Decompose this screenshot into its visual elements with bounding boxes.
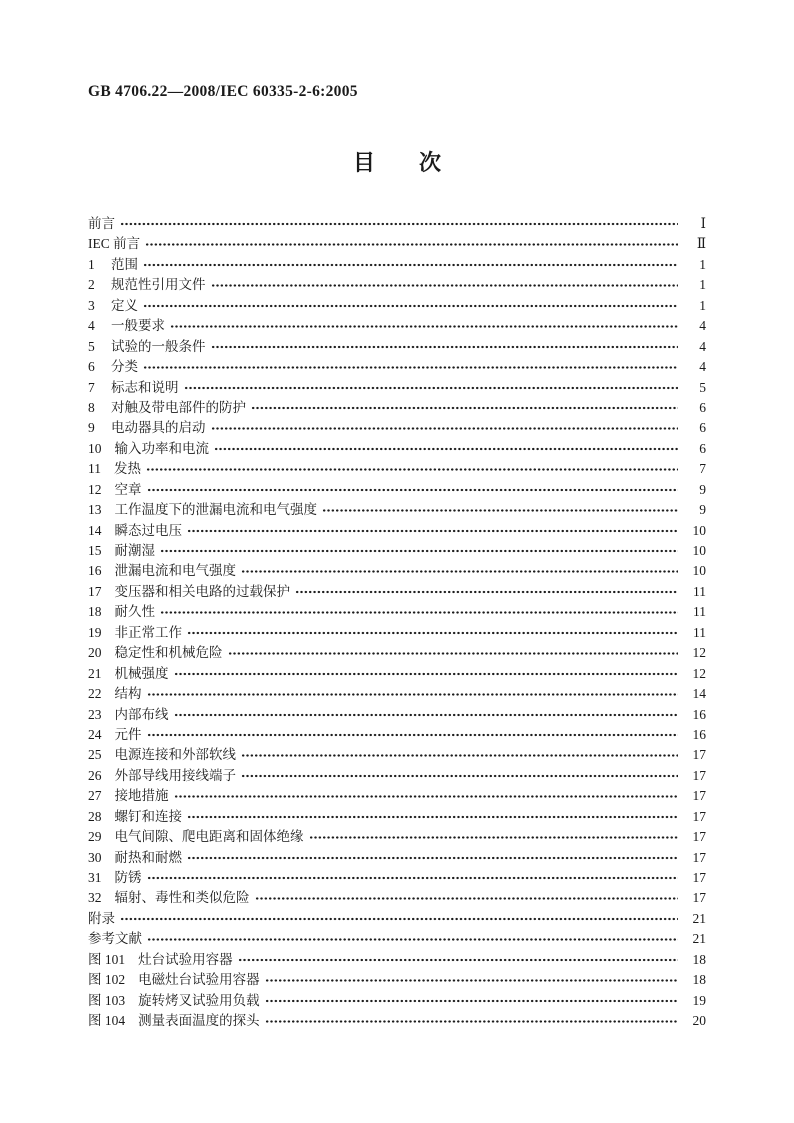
toc-entry	[88, 214, 706, 234]
toc-entry-page: 17	[692, 870, 706, 885]
dot-leader	[184, 378, 679, 398]
toc-entry-number: 17	[88, 583, 102, 599]
toc-entry-title: 稳定性和机械危险	[114, 645, 223, 661]
toc-entry-page: 17	[692, 808, 706, 824]
toc-entry	[88, 378, 706, 398]
toc-entry-number: 9	[88, 420, 95, 436]
dot-leader	[147, 684, 679, 704]
dot-leader	[147, 725, 679, 745]
page-title: 目 次	[352, 150, 441, 175]
toc-entry-page: 12	[692, 665, 706, 681]
toc-entry-page: 17	[692, 767, 706, 783]
dot-leader	[265, 991, 678, 1011]
toc-entry-title: 对触及带电部件的防护	[111, 399, 246, 415]
toc-entry	[88, 888, 706, 908]
toc-entry-number: 7	[88, 379, 95, 395]
toc-entry	[88, 561, 706, 581]
toc-entry-title: 内部布线	[114, 706, 169, 722]
toc-entry-number: 图 101	[88, 951, 126, 967]
toc-entry-number: 31	[88, 870, 102, 885]
toc-entry-title: 一般要求	[111, 318, 165, 334]
dot-leader	[211, 275, 679, 295]
toc-entry	[88, 316, 706, 336]
dot-leader	[187, 521, 678, 541]
toc-entry-number: 25	[88, 747, 102, 763]
toc-entry-title: 测量表面温度的探头	[138, 1013, 260, 1029]
toc-entry-title: 电气间隙、爬电距离和固体绝缘	[114, 829, 304, 845]
toc-entry-number: 18	[88, 604, 102, 620]
dot-leader	[295, 582, 678, 602]
toc-entry-page: 17	[692, 829, 706, 845]
toc-entry-title: 定义	[111, 297, 138, 313]
dot-leader	[146, 459, 678, 479]
toc-entry-title: 结构	[114, 686, 142, 702]
dot-leader	[241, 561, 678, 581]
toc-entry	[88, 541, 706, 561]
toc-entry-title: 标志和说明	[111, 379, 179, 395]
toc-entry-page: 7	[699, 461, 706, 477]
toc-entry-title: 灶台试验用容器	[138, 951, 233, 967]
toc-entry-page: 6	[699, 440, 706, 456]
standard-number: GB 4706.22—2008/IEC 60335-2-6:2005	[88, 83, 358, 100]
toc-entry-number: 27	[88, 788, 102, 804]
toc-entry-page: 21	[692, 910, 706, 926]
toc-entry-page: 9	[699, 502, 706, 518]
toc-entry-number: 2	[88, 277, 95, 293]
toc-entry-title: 前言	[88, 216, 115, 231]
toc-entry-title: 元件	[114, 726, 142, 742]
toc-entry	[88, 807, 706, 827]
toc-entry	[88, 868, 706, 888]
toc-entry-page: 9	[699, 481, 706, 497]
toc-entry-number: 1	[88, 256, 95, 272]
toc-entry-number: 11	[88, 461, 101, 477]
toc-entry-page: 10	[692, 522, 706, 538]
toc-entry	[88, 398, 706, 418]
toc-entry-page: 10	[692, 543, 706, 558]
toc-entry-title: 输入功率和电流	[114, 440, 209, 456]
toc-entry	[88, 786, 706, 806]
toc-entry-title: 旋转烤叉试验用负载	[138, 992, 260, 1008]
toc-entry-title: 工作温度下的泄漏电流和电气强度	[114, 502, 317, 518]
toc-entry-page: 4	[699, 338, 706, 354]
toc-entry-page: 10	[692, 563, 706, 579]
dot-leader	[241, 745, 678, 765]
dot-leader	[251, 398, 678, 418]
toc-entry-page: 20	[692, 1013, 706, 1029]
toc-entry-page: 4	[699, 359, 706, 375]
toc-entry-number: 15	[88, 543, 102, 558]
toc-entry-number: 16	[88, 563, 102, 579]
toc-entry-title: 参考文献	[88, 931, 142, 947]
dot-leader	[145, 234, 678, 254]
toc-entry-number: 图 102	[88, 972, 126, 988]
dot-leader	[147, 480, 679, 500]
toc-entry-number: 30	[88, 849, 102, 865]
toc-entry-page: 21	[692, 931, 706, 947]
toc-entry-title: 试验的一般条件	[111, 338, 206, 354]
dot-leader	[174, 786, 679, 806]
toc-entry	[88, 480, 706, 500]
dot-leader	[160, 541, 678, 561]
toc-entry-title: 外部导线用接线端子	[114, 767, 236, 783]
toc-entry-title: 规范性引用文件	[111, 277, 206, 293]
toc-entry-title: 附录	[88, 910, 115, 926]
toc-entry	[88, 337, 706, 357]
toc-entry-page: 11	[693, 624, 706, 640]
dot-leader	[147, 868, 679, 888]
toc-entry-number: 8	[88, 399, 95, 415]
toc-entry-number: 14	[88, 522, 102, 538]
toc-entry-title: 变压器和相关电路的过载保护	[114, 583, 290, 599]
dot-leader	[143, 357, 678, 377]
toc-entry-title: 耐潮湿	[114, 543, 155, 558]
toc-entry-number: 图 103	[88, 992, 126, 1008]
toc-entry-page: 17	[692, 849, 706, 865]
toc-list	[88, 214, 706, 1032]
toc-entry	[88, 623, 706, 643]
toc-entry	[88, 766, 706, 786]
toc-entry	[88, 500, 706, 520]
toc-entry	[88, 929, 706, 949]
toc-entry-page: Ⅱ	[696, 236, 706, 252]
dot-leader	[143, 296, 678, 316]
toc-entry-number: 13	[88, 502, 102, 518]
toc-entry	[88, 827, 706, 847]
dot-leader	[309, 827, 679, 847]
toc-entry	[88, 1011, 706, 1031]
toc-entry-number: 12	[88, 481, 102, 497]
toc-entry	[88, 664, 706, 684]
dot-leader	[174, 705, 679, 725]
toc-entry-title: 耐久性	[114, 604, 155, 620]
toc-entry	[88, 418, 706, 438]
toc-entry-page: 14	[692, 686, 706, 702]
toc-entry	[88, 684, 706, 704]
dot-leader	[322, 500, 678, 520]
toc-entry-title: 发热	[114, 461, 141, 477]
toc-entry-page: 11	[693, 604, 706, 620]
dot-leader	[211, 418, 679, 438]
toc-entry-title: 瞬态过电压	[114, 522, 182, 538]
toc-entry	[88, 950, 706, 970]
toc-entry-number: 4	[88, 318, 95, 334]
toc-entry-page: 16	[692, 726, 706, 742]
dot-leader	[214, 439, 678, 459]
dot-leader	[120, 909, 678, 929]
dot-leader	[174, 664, 679, 684]
toc-entry	[88, 909, 706, 929]
toc-entry-title: 防锈	[114, 870, 142, 885]
toc-entry-number: 21	[88, 665, 102, 681]
toc-entry-number: 22	[88, 686, 102, 702]
toc-entry-page: 12	[692, 645, 706, 661]
toc-entry-title: 电源连接和外部软线	[114, 747, 236, 763]
toc-entry-number: 5	[88, 338, 95, 354]
toc-entry	[88, 602, 706, 622]
toc-entry-title: 接地措施	[114, 788, 169, 804]
toc-entry-page: 19	[692, 992, 706, 1008]
toc-entry-title: 泄漏电流和电气强度	[114, 563, 236, 579]
toc-entry	[88, 459, 706, 479]
dot-leader	[170, 316, 678, 336]
dot-leader	[187, 623, 678, 643]
toc-entry-page: 17	[692, 788, 706, 804]
toc-entry-number: 32	[88, 890, 102, 906]
toc-entry	[88, 234, 706, 254]
toc-entry	[88, 745, 706, 765]
dot-leader	[187, 807, 678, 827]
toc-entry-title: 非正常工作	[114, 624, 182, 640]
toc-entry-page: 11	[693, 583, 706, 599]
toc-entry-page: 17	[692, 747, 706, 763]
toc-entry-number: 19	[88, 624, 102, 640]
toc-entry	[88, 705, 706, 725]
toc-entry	[88, 439, 706, 459]
toc-entry	[88, 643, 706, 663]
toc-entry-number: 20	[88, 645, 102, 661]
toc-entry	[88, 275, 706, 295]
toc-entry-number: 24	[88, 726, 102, 742]
toc-entry-title: 电动器具的启动	[111, 420, 206, 436]
toc-entry-title: 空章	[114, 481, 142, 497]
dot-leader	[255, 888, 679, 908]
toc-entry-title: 机械强度	[114, 665, 169, 681]
toc-entry-page: 1	[699, 256, 706, 272]
toc-entry-number: 23	[88, 706, 102, 722]
dot-leader	[211, 337, 679, 357]
toc-entry-page: 5	[699, 379, 706, 395]
dot-leader	[265, 1011, 678, 1031]
dot-leader	[147, 929, 678, 949]
toc-entry-title: 螺钉和连接	[114, 808, 182, 824]
toc-entry-number: 图 104	[88, 1013, 126, 1029]
toc-entry-title: IEC 前言	[88, 236, 141, 252]
dot-leader	[143, 255, 678, 275]
toc-entry	[88, 848, 706, 868]
toc-entry	[88, 991, 706, 1011]
toc-entry	[88, 255, 706, 275]
dot-leader	[241, 766, 678, 786]
toc-entry-page: 18	[692, 972, 706, 988]
toc-entry-title: 耐热和耐燃	[114, 849, 182, 865]
toc-entry-page: 1	[699, 297, 706, 313]
toc-entry	[88, 357, 706, 377]
toc-entry	[88, 725, 706, 745]
dot-leader	[238, 950, 678, 970]
toc-entry-number: 3	[88, 297, 95, 313]
dot-leader	[187, 848, 678, 868]
toc-entry-number: 6	[88, 359, 95, 375]
dot-leader	[160, 602, 678, 622]
toc-entry-title: 电磁灶台试验用容器	[138, 972, 260, 988]
toc-entry	[88, 296, 706, 316]
toc-entry-page: Ⅰ	[700, 216, 706, 231]
dot-leader	[120, 214, 678, 234]
toc-entry-number: 28	[88, 808, 102, 824]
toc-entry-title: 范围	[111, 256, 138, 272]
toc-entry-page: 4	[699, 318, 706, 334]
toc-entry-title: 分类	[111, 359, 138, 375]
toc-entry-number: 10	[88, 440, 102, 456]
toc-entry	[88, 970, 706, 990]
toc-entry-page: 17	[692, 890, 706, 906]
toc-entry-number: 26	[88, 767, 102, 783]
toc-entry-page: 6	[699, 420, 706, 436]
toc-entry-page: 18	[692, 951, 706, 967]
toc-entry-page: 16	[692, 706, 706, 722]
toc-entry-page: 1	[699, 277, 706, 293]
dot-leader	[265, 970, 678, 990]
toc-entry-title: 辐射、毒性和类似危险	[114, 890, 250, 906]
toc-entry-number: 29	[88, 829, 102, 845]
dot-leader	[228, 643, 679, 663]
toc-entry	[88, 521, 706, 541]
toc-entry	[88, 582, 706, 602]
toc-entry-page: 6	[699, 399, 706, 415]
